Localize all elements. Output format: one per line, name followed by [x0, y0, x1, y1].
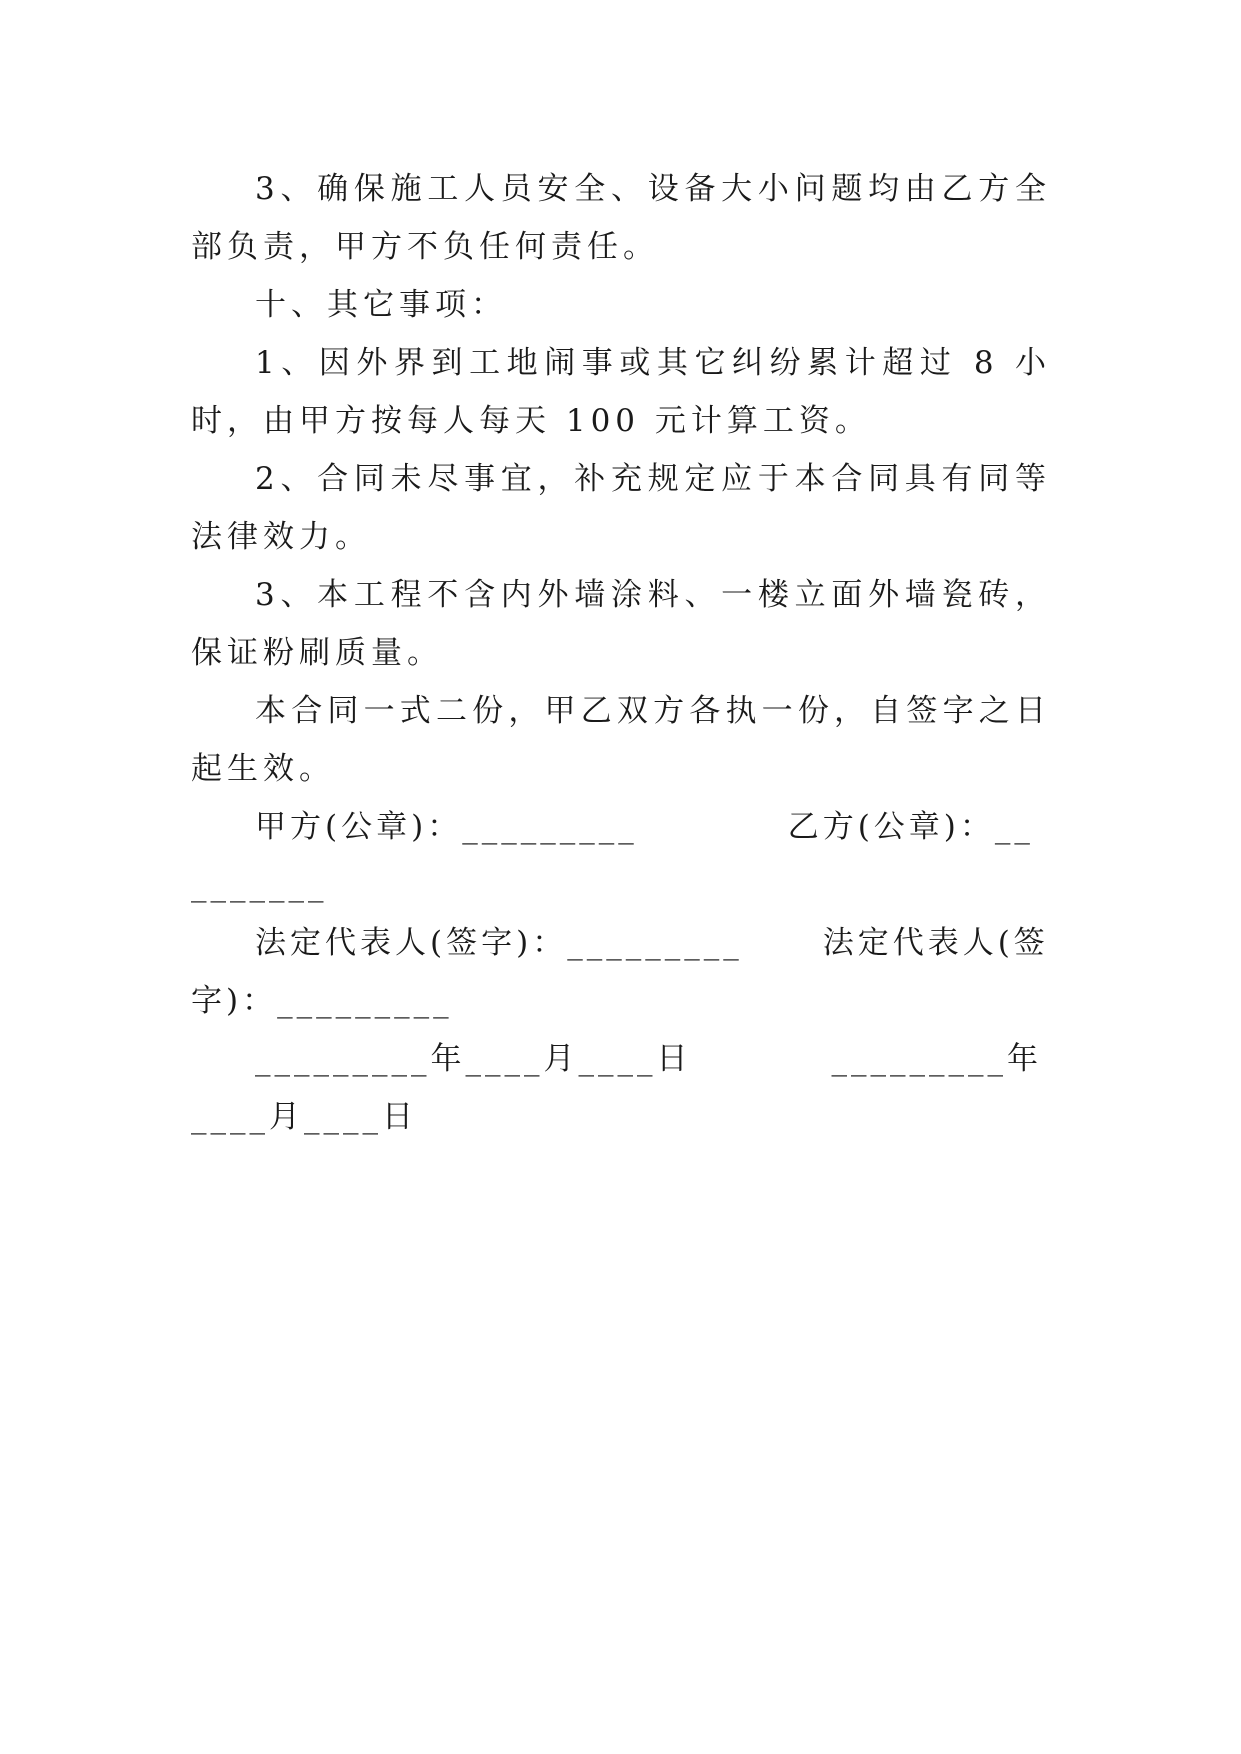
party-b-representative: 法定代表人(签字)：_________: [191, 925, 1049, 1019]
clause-9-3: 3、确保施工人员安全、设备大小问题均由乙方全部负责，甲方不负任何责任。: [191, 171, 1051, 265]
party-b-seal: 乙方(公章)：_________: [191, 809, 1034, 903]
clause-10-1: 1、因外界到工地闹事或其它纠纷累计超过 8 小时，由甲方按每人每天 100 元计算工资。: [191, 345, 1051, 439]
date-line: [191, 1030, 1051, 1146]
party-a-date: _________年____月____日: [255, 1041, 692, 1077]
section-10-heading: 十、其它事项：: [255, 287, 507, 323]
clause-10-3: 3、本工程不含内外墙涂料、一楼立面外墙瓷砖，保证粉刷质量。: [191, 577, 1051, 671]
effective-clause: 本合同一式二份，甲乙双方各执一份，自签字之日起生效。: [191, 693, 1051, 787]
representative-line: [191, 914, 1051, 1030]
seal-line: [191, 798, 1051, 914]
party-a-representative: 法定代表人(签字)：_________: [255, 925, 743, 961]
clause-10-2: 2、合同未尽事宜，补充规定应于本合同具有同等法律效力。: [191, 461, 1051, 555]
party-b-date: _________年____月____日: [191, 1041, 1042, 1135]
party-a-seal: 甲方(公章)：_________: [255, 809, 638, 845]
document-body: [191, 160, 1051, 1146]
